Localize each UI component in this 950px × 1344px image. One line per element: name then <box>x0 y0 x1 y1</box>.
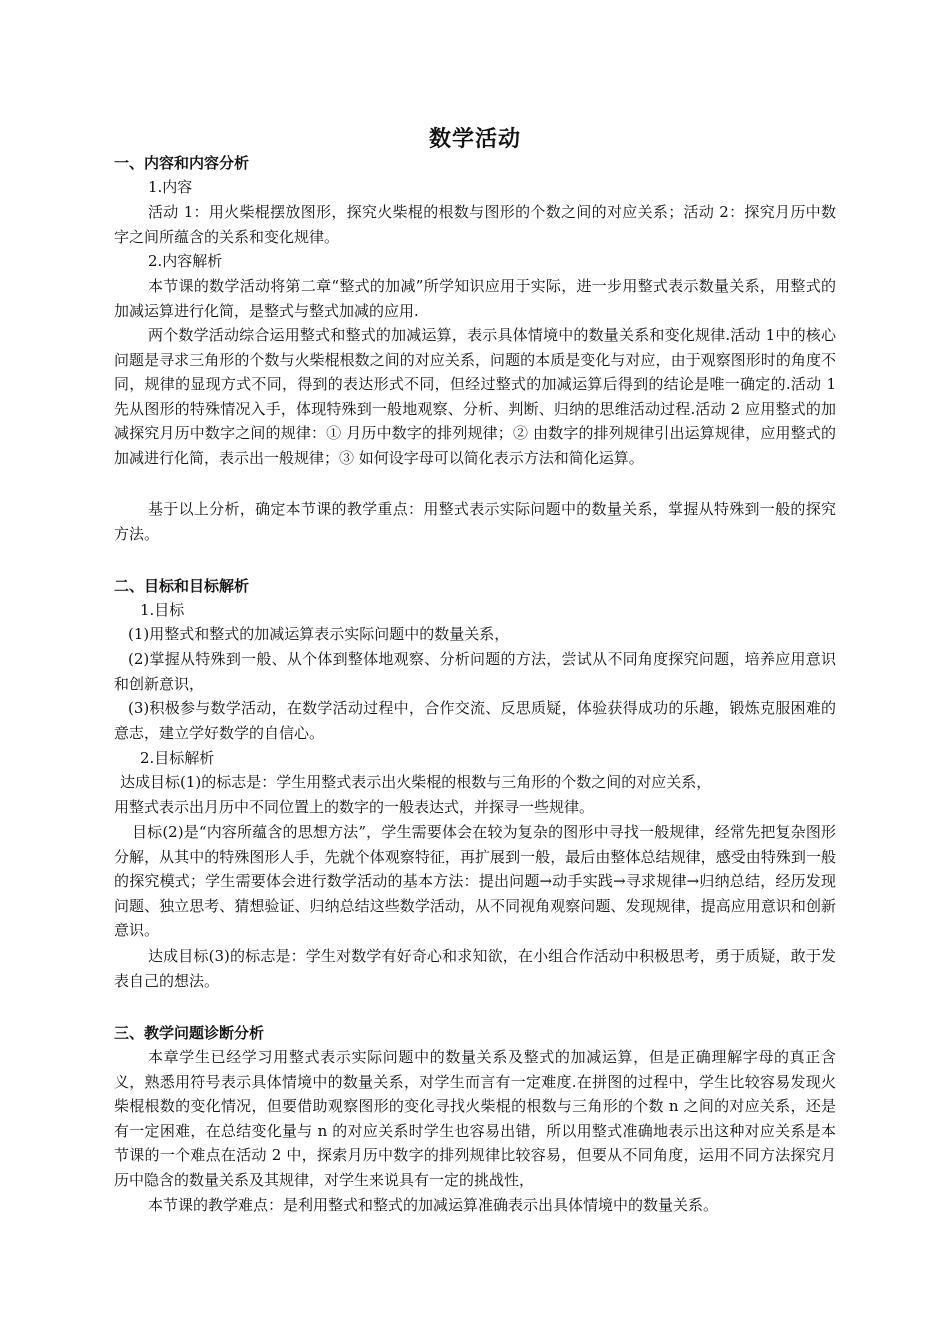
section-1-paragraph-3: 两个数学活动综合运用整式和整式的加减运算，表示具体情境中的数量关系和变化规律.活动 1中的核心问题是寻求三角形的个数与火柴棍根数之间的对应关系，问题的本质是变化与对应，由于观察图形时的角度不同，规律的显现方式不同，得到的表达形式不同，但经过整式的加减运算后得到的结论是唯一确定的.活动 1 先从图形的特殊情况入手，体现特殊到一般地观察、分析、判断、归纳的思维活动过程.活动 2 应用整式的加减探究月历中数字之间的规律：① 月历中数字的排列规律；② 由数字的排列规律引出运算规律，应用整式的加减进行化简，表示出一般规律；③ 如何设字母可以简化表示方法和简化运算。 <box>114 326 836 467</box>
section-3-paragraph-1: 本章学生已经学习用整式表示实际问题中的数量关系及整式的加减运算，但是正确理解字母的真正含义，熟悉用符号表示具体情境中的数量关系，对学生而言有一定难度.在拼图的过程中，学生比较容易发现火柴棍根数的变化情况，但要借助观察图形的变化寻找火柴棍的根数与三角形的个数 n 之间的对应关系，还是有一定困难，在总结变化量与 n 的对应关系时学生也容易出错，所以用整式准确地表示出这种对应关系是本节课的一个难点在活动 2 中，探索月历中数字的排列规律比较容易，但要从不同角度，运用不同方法探究月历中隐含的数量关系及其规律，对学生来说具有一定的挑战性， <box>114 1048 836 1189</box>
section-1-heading: 一、内容和内容分析 <box>114 154 250 172</box>
section-2-sub-2: 2.目标解析 <box>140 749 215 767</box>
section-1-sub-1: 1.内容 <box>148 178 193 196</box>
section-2-heading: 二、目标和目标解析 <box>114 577 250 595</box>
page-title: 数学活动 <box>428 127 521 152</box>
section-1-sub-2: 2.内容解析 <box>148 252 223 270</box>
goal-analysis-1: 达成目标(1)的标志是：学生用整式表示出火柴棍的根数与三角形的个数之间的对应关系， <box>120 773 712 791</box>
goal-analysis-2: 目标(2)是“内容所蕴含的思想方法”，学生需要体会在较为复杂的图形中寻找一般规律，经常先把复杂图形分解，从其中的特殊图形人手，先就个体观察特征，再扩展到一般，最后由整体总结规律，感受由特殊到一般的探究模式；学生需要体会进行数学活动的基本方法：提出问题→动手实践→寻求规律→归纳总结，经历发现问题、独立思考、猜想验证、归纳总结这些数学活动，从不同视角观察问题、发现规律，提高应用意识和创新意识。 <box>114 823 836 940</box>
goal-1: (1)用整式和整式的加减运算表示实际问题中的数量关系， <box>128 625 510 643</box>
goal-2: (2)掌握从特殊到一般、从个体到整体地观察、分析问题的方法，尝试从不同角度探究问题，培养应用意识和创新意识， <box>114 650 836 693</box>
goal-3: (3)积极参与数学活动，在数学活动过程中，合作交流、反思质疑，体验获得成功的乐趣，锻炼克服困难的意志，建立学好数学的自信心。 <box>114 699 836 742</box>
section-1-paragraph-2: 本节课的数学活动将第二章“整式的加减”所学知识应用于实际，进一步用整式表示数量关系，用整式的加减运算进行化简，是整式与整式加减的应用. <box>114 277 836 320</box>
section-3-heading: 三、教学问题诊断分析 <box>114 1024 265 1042</box>
section-3-paragraph-2: 本节课的教学难点：是利用整式和整式的加减运算准确表示出具体情境中的数量关系。 <box>148 1196 719 1214</box>
goal-analysis-1b: 用整式表示出月历中不同位置上的数字的一般表达式，并探寻一些规律。 <box>114 798 595 816</box>
section-1-paragraph-1: 活动 1：用火柴棍摆放图形，探究火柴棍的根数与图形的个数之间的对应关系；活动 2：探究月历中数字之间所蕴含的关系和变化规律。 <box>114 203 836 246</box>
goal-analysis-3: 达成目标(3)的标志是：学生对数学有好奇心和求知欲，在小组合作活动中积极思考，勇于质疑，敢于发表自己的想法。 <box>114 947 836 990</box>
section-2-sub-1: 1.目标 <box>140 601 185 619</box>
section-1-paragraph-4: 基于以上分析，确定本节课的教学重点：用整式表示实际问题中的数量关系，掌握从特殊到一般的探究方法。 <box>114 500 836 543</box>
